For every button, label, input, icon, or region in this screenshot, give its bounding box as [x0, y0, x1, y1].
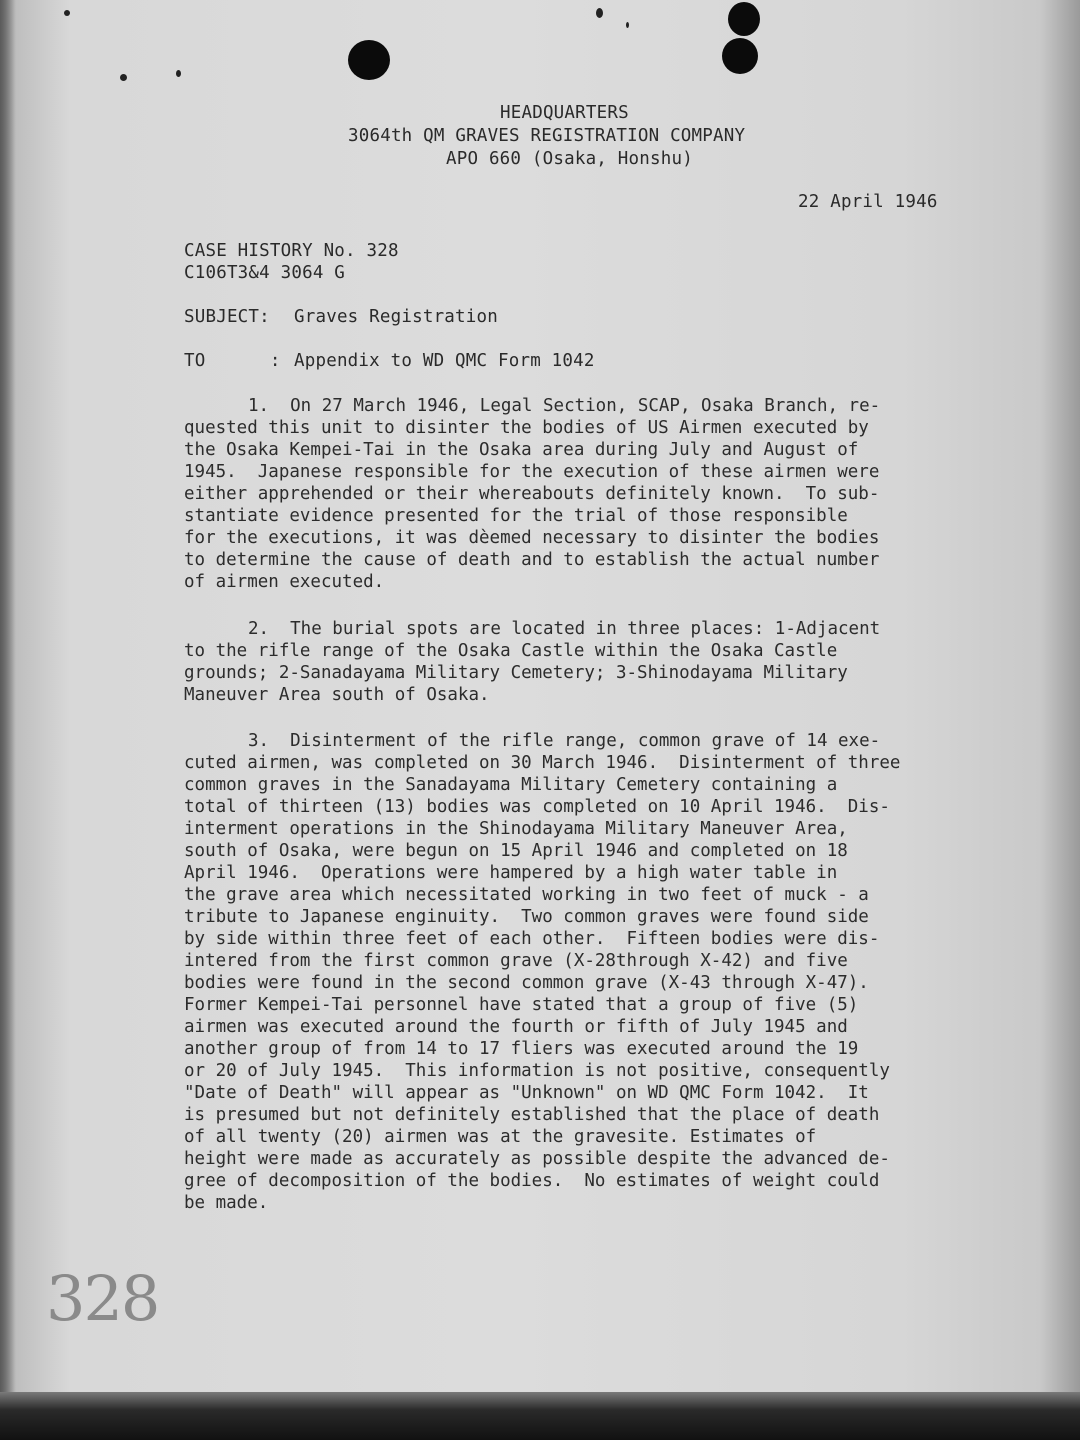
punch-hole-top — [348, 40, 390, 80]
paragraph-line: the grave area which necessitated working in two feet of muck - a — [184, 885, 869, 905]
letterhead-title: HEADQUARTERS — [500, 103, 629, 123]
file-code: C106T3&4 3064 G — [184, 263, 346, 283]
letterhead-address: APO 660 (Osaka, Honshu) — [446, 149, 693, 169]
paragraph-line: cuted airmen, was completed on 30 March 1946. Disinterment of three — [184, 753, 901, 773]
paragraph-line: height were made as accurately as possible despite the advanced de- — [184, 1149, 890, 1169]
subject-label: SUBJECT: — [184, 307, 270, 327]
ink-speck — [176, 70, 181, 77]
paragraph-line: of all twenty (20) airmen was at the gravesite. Estimates of — [184, 1127, 817, 1147]
paragraph-line: stantiate evidence presented for the trial of those responsible — [184, 506, 848, 526]
paragraph-line: interment operations in the Shinodayama Military Maneuver Area, — [184, 819, 848, 839]
paragraph-line: quested this unit to disinter the bodies of US Airmen executed by — [184, 418, 869, 438]
scan-bottom-shadow — [0, 1392, 1080, 1440]
paragraph-line: April 1946. Operations were hampered by a high water table in — [184, 863, 838, 883]
subject-value: Graves Registration — [294, 307, 498, 327]
to-label: TO : — [184, 351, 281, 371]
paragraph-line: 1945. Japanese responsible for the execution of these airmen were — [184, 462, 880, 482]
paragraph-line: intered from the first common grave (X-28through X-42) and five — [184, 951, 848, 971]
page-stamp-number: 328 — [46, 1262, 159, 1335]
paragraph-line: total of thirteen (13) bodies was completed on 10 April 1946. Dis- — [184, 797, 890, 817]
page-edge-shadow — [0, 0, 16, 1440]
paragraph-line: to determine the cause of death and to establish the actual number — [184, 550, 880, 570]
paragraph-line: bodies were found in the second common grave (X-43 through X-47). — [184, 973, 869, 993]
paragraph-line: tribute to Japanese enginuity. Two common graves were found side — [184, 907, 869, 927]
paragraph-line: another group of from 14 to 17 fliers was executed around the 19 — [184, 1039, 859, 1059]
paragraph-line: 2. The burial spots are located in three places: 1-Adjacent — [248, 619, 881, 639]
paragraph-line: of airmen executed. — [184, 572, 385, 592]
ink-speck — [120, 74, 127, 81]
ink-speck — [64, 10, 70, 16]
paragraph-line: Maneuver Area south of Osaka. — [184, 685, 490, 705]
paragraph-line: either apprehended or their whereabouts definitely known. To sub- — [184, 484, 880, 504]
letterhead-unit: 3064th QM GRAVES REGISTRATION COMPANY — [348, 126, 746, 146]
paragraph-line: gree of decomposition of the bodies. No estimates of weight could — [184, 1171, 880, 1191]
document-date: 22 April 1946 — [798, 192, 938, 212]
to-value: Appendix to WD QMC Form 1042 — [294, 351, 595, 371]
paragraph-line: south of Osaka, were begun on 15 April 1946 and completed on 18 — [184, 841, 848, 861]
ink-speck — [596, 8, 603, 18]
paragraph-line: by side within three feet of each other. Fifteen bodies were dis- — [184, 929, 880, 949]
paragraph-line: airmen was executed around the fourth or fifth of July 1945 and — [184, 1017, 848, 1037]
paragraph-line: or 20 of July 1945. This information is not positive, consequently — [184, 1061, 890, 1081]
paragraph-line: be made. — [184, 1193, 269, 1213]
paragraph-line: is presumed but not definitely established that the place of death — [184, 1105, 880, 1125]
paragraph-line: Former Kempei-Tai personnel have stated that a group of five (5) — [184, 995, 859, 1015]
paragraph-line: to the rifle range of the Osaka Castle within the Osaka Castle — [184, 641, 838, 661]
case-history-number: CASE HISTORY No. 328 — [184, 241, 399, 261]
paragraph-line: common graves in the Sanadayama Military Cemetery containing a — [184, 775, 838, 795]
paragraph-line: the Osaka Kempei-Tai in the Osaka area during July and August of — [184, 440, 859, 460]
paragraph-line: 1. On 27 March 1946, Legal Section, SCAP, Osaka Branch, re- — [248, 396, 881, 416]
punch-hole-right-lower — [722, 38, 758, 74]
paragraph-line: grounds; 2-Sanadayama Military Cemetery; 3-Shinodayama Military — [184, 663, 848, 683]
paragraph-line: 3. Disinterment of the rifle range, common grave of 14 exe- — [248, 731, 881, 751]
ink-speck — [626, 22, 629, 28]
punch-hole-right-upper — [728, 2, 760, 36]
paragraph-line: "Date of Death" will appear as "Unknown" on WD QMC Form 1042. It — [184, 1083, 869, 1103]
paragraph-line: for the executions, it was dèemed necessary to disinter the bodies — [184, 528, 880, 548]
